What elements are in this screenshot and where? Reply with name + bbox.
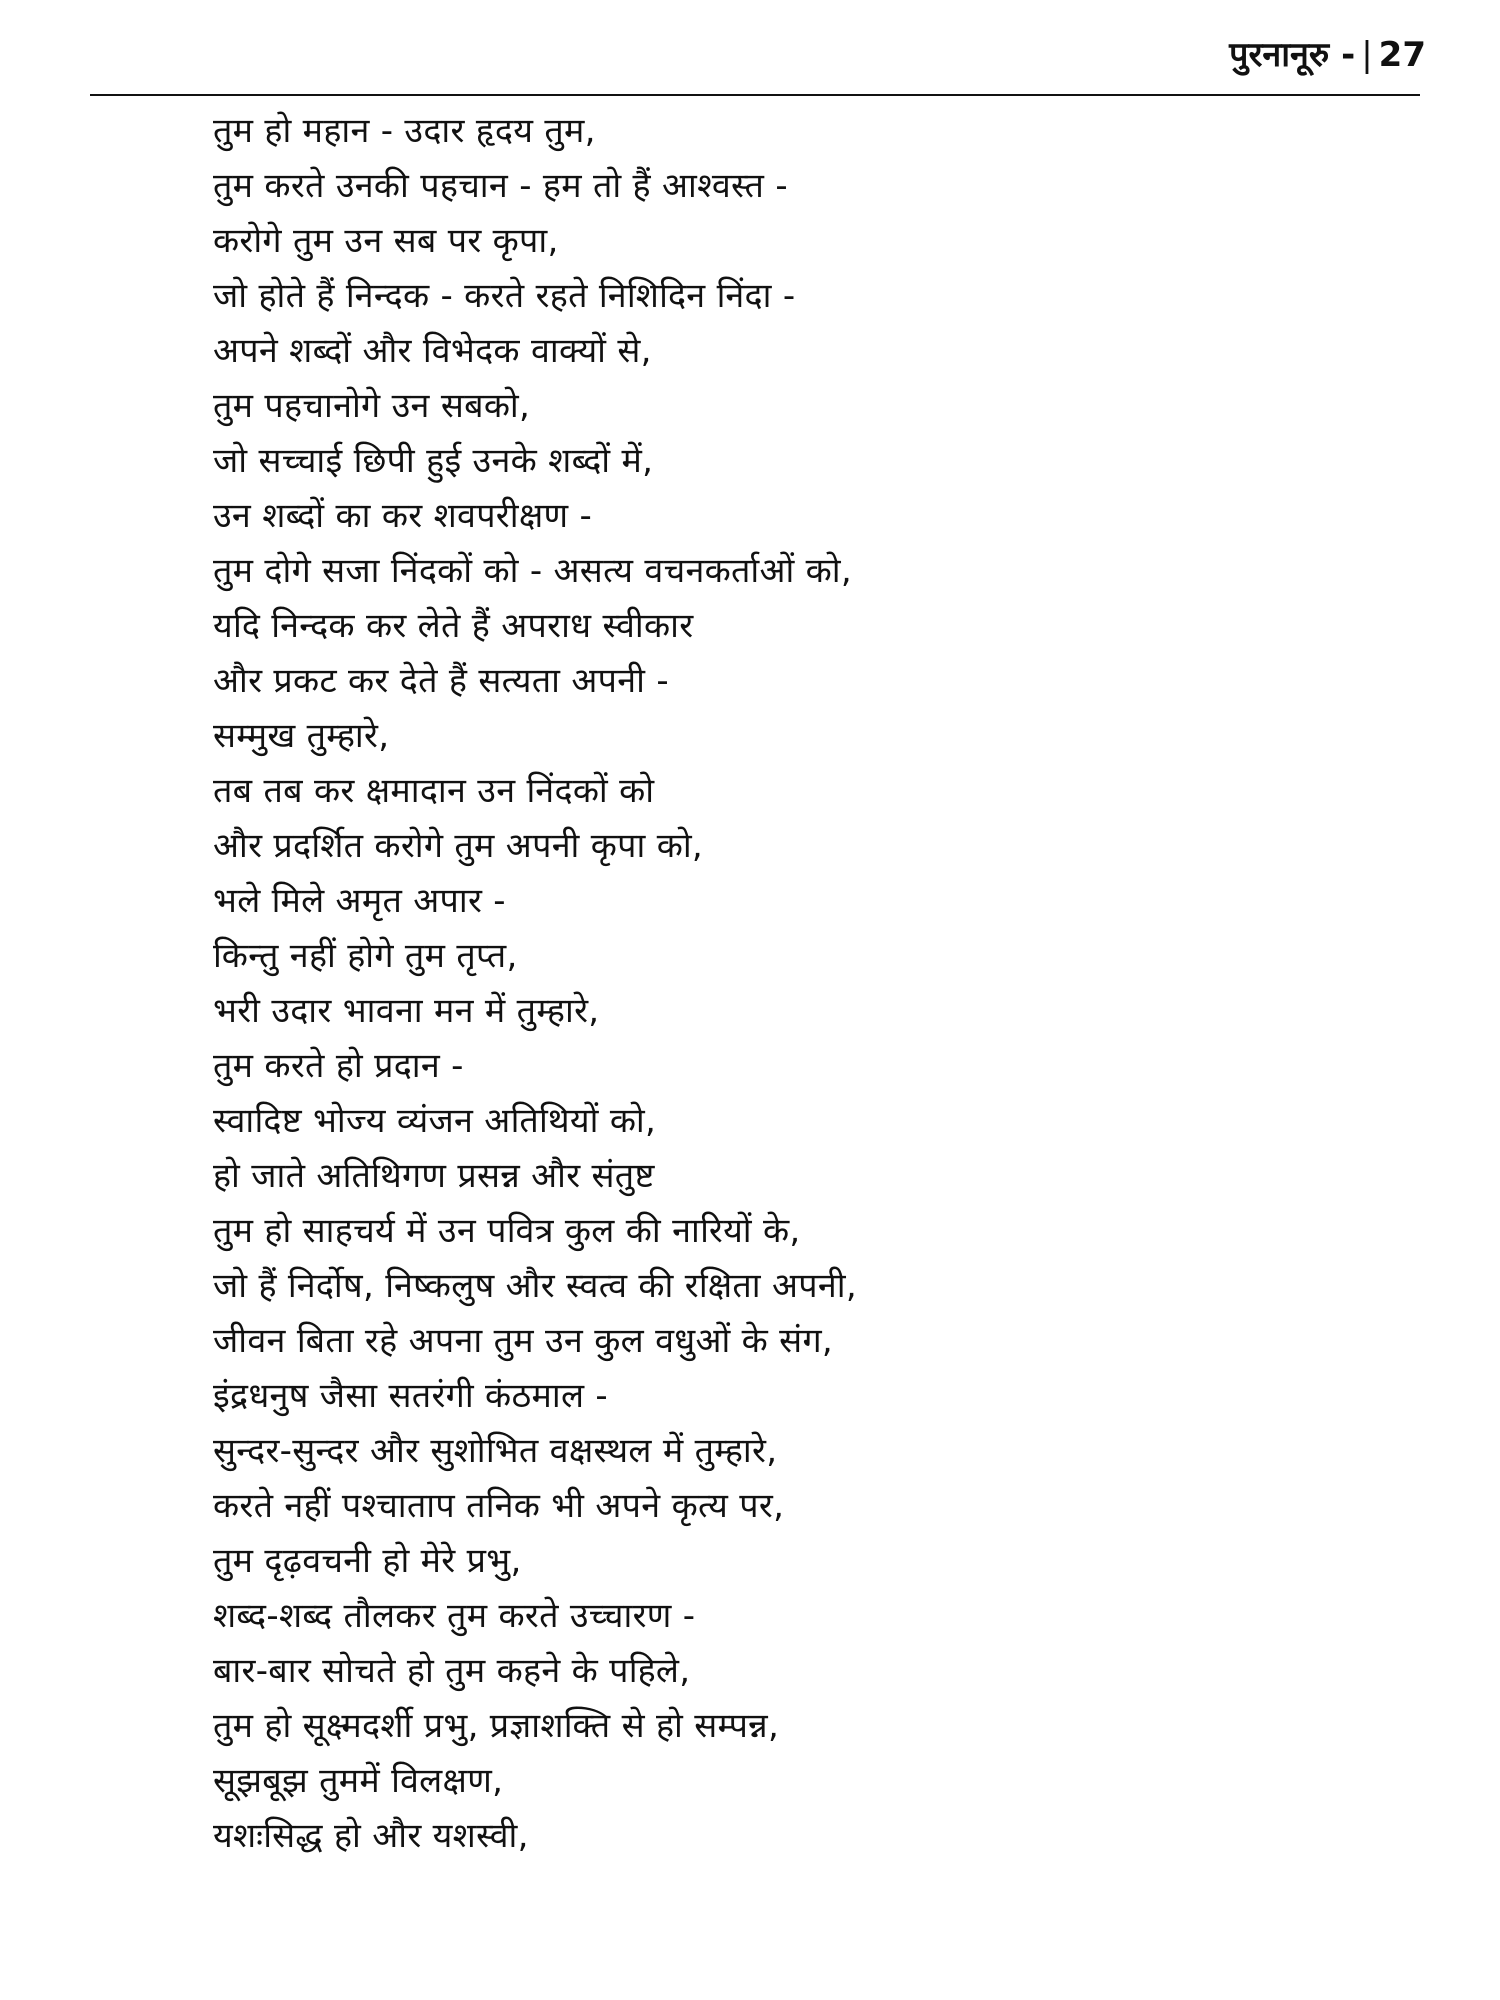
poem-line: तुम हो महान - उदार हृदय तुम,: [213, 111, 596, 151]
poem-line: जो होते हैं निन्दक - करते रहते निशिदिन निंदा -: [213, 276, 796, 316]
page-header: [1229, 35, 1426, 75]
poem-line: तुम हो साहचर्य में उन पवित्र कुल की नारियों के,: [213, 1211, 801, 1251]
poem-line: सुन्दर-सुन्दर और सुशोभित वक्षस्थल में तुम्हारे,: [213, 1431, 778, 1471]
poem-line: शब्द-शब्द तौलकर तुम करते उच्चारण -: [213, 1596, 696, 1636]
poem-line: हो जाते अतिथिगण प्रसन्न और संतुष्ट: [213, 1156, 655, 1196]
poem-line: यशःसिद्ध हो और यशस्वी,: [213, 1816, 529, 1856]
poem-line: सम्मुख तुम्हारे,: [213, 716, 390, 756]
header-rule: [90, 94, 1420, 96]
poem-line: इंद्रधनुष जैसा सतरंगी कंठमाल -: [213, 1376, 608, 1416]
poem-line: करते नहीं पश्चाताप तनिक भी अपने कृत्य पर,: [213, 1486, 785, 1526]
header-separator: |: [1361, 35, 1373, 75]
poem-line: और प्रकट कर देते हैं सत्यता अपनी -: [213, 661, 669, 701]
poem-line: तुम दृढ़वचनी हो मेरे प्रभु,: [213, 1541, 522, 1581]
poem-line: यदि निन्दक कर लेते हैं अपराध स्वीकार: [213, 606, 694, 646]
poem-line: तब तब कर क्षमादान उन निंदकों को: [213, 771, 655, 811]
poem-line: सूझबूझ तुममें विलक्षण,: [213, 1761, 504, 1801]
poem-line: उन शब्दों का कर शवपरीक्षण -: [213, 496, 593, 536]
poem-line: स्वादिष्ट भोज्य व्यंजन अतिथियों को,: [213, 1101, 657, 1141]
poem-line: और प्रदर्शित करोगे तुम अपनी कृपा को,: [213, 826, 704, 866]
poem-line: जो सच्चाई छिपी हुई उनके शब्दों में,: [213, 441, 654, 481]
book-title: पुरनानूरु -: [1229, 35, 1356, 75]
poem-line: करोगे तुम उन सब पर कृपा,: [213, 221, 559, 261]
poem-line: भले मिले अमृत अपार -: [213, 881, 506, 921]
poem-line: तुम दोगे सजा निंदकों को - असत्य वचनकर्ताओं को,: [213, 551, 853, 591]
poem-line: जो हैं निर्दोष, निष्कलुष और स्वत्व की रक्षिता अपनी,: [213, 1266, 857, 1306]
poem-line: किन्तु नहीं होगे तुम तृप्त,: [213, 936, 518, 976]
poem-line: भरी उदार भावना मन में तुम्हारे,: [213, 991, 600, 1031]
poem-line: अपने शब्दों और विभेदक वाक्यों से,: [213, 331, 652, 371]
poem-line: तुम पहचानोगे उन सबको,: [213, 386, 531, 426]
poem-line: जीवन बिता रहे अपना तुम उन कुल वधुओं के संग,: [213, 1321, 833, 1361]
poem-body: [213, 104, 857, 1864]
poem-line: बार-बार सोचते हो तुम कहने के पहिले,: [213, 1651, 691, 1691]
page-number: 27: [1378, 35, 1426, 75]
poem-line: तुम करते उनकी पहचान - हम तो हैं आश्वस्त -: [213, 166, 788, 206]
poem-line: तुम हो सूक्ष्मदर्शी प्रभु, प्रज्ञाशक्ति से हो सम्पन्न,: [213, 1706, 780, 1746]
poem-line: तुम करते हो प्रदान -: [213, 1046, 464, 1086]
